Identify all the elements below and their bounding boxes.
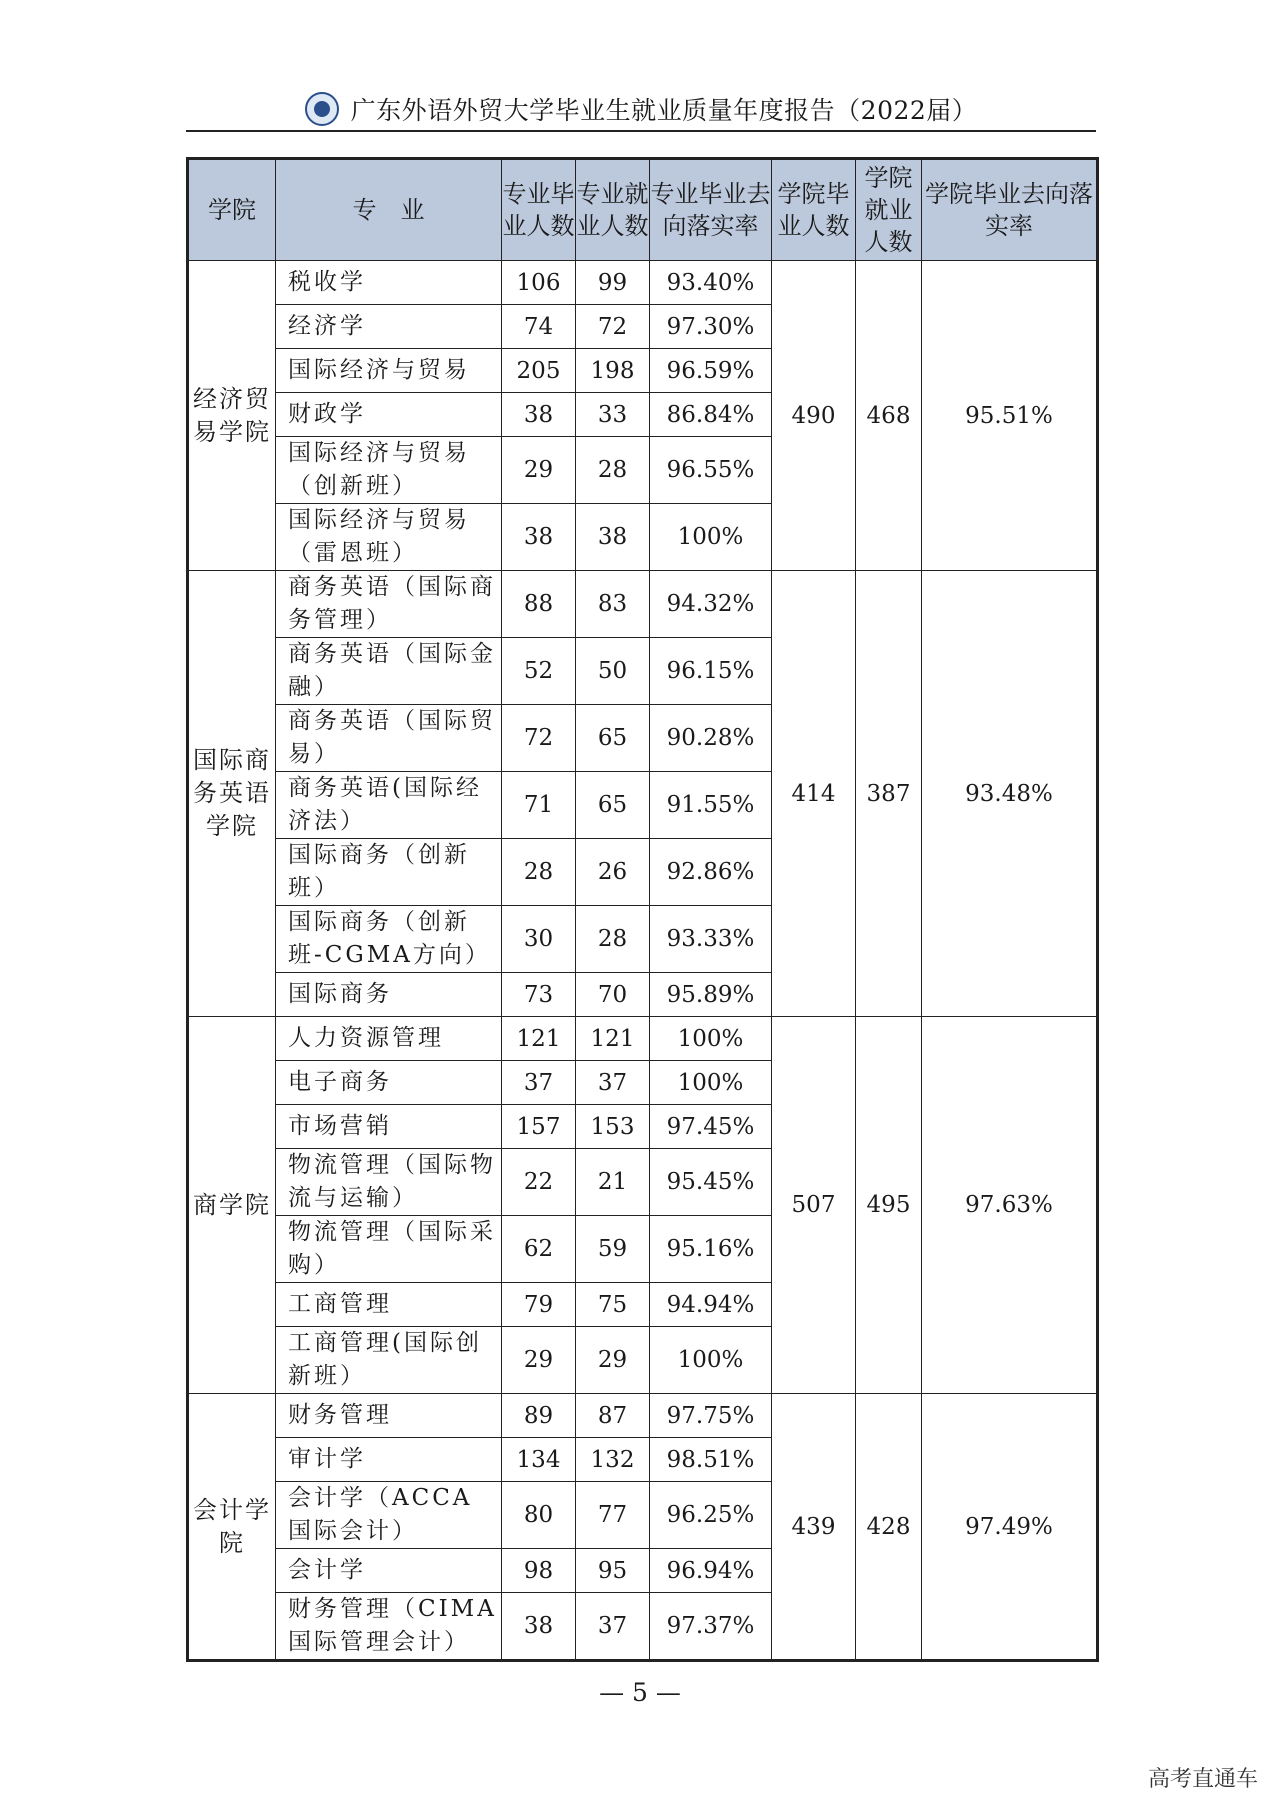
major-grads-cell: 62 [502, 1216, 576, 1283]
major-employed-cell: 50 [576, 638, 650, 705]
major-cell: 审计学 [276, 1438, 502, 1482]
major-rate-cell: 96.59% [650, 349, 772, 393]
college-rate-cell: 93.48% [922, 571, 1098, 1017]
major-rate-cell: 100% [650, 1327, 772, 1394]
col-header-major-grads: 专业毕业人数 [502, 159, 576, 261]
college-rate-cell: 97.63% [922, 1017, 1098, 1394]
table-row [188, 571, 1098, 638]
college-grads-cell: 439 [772, 1394, 856, 1661]
major-grads-cell: 30 [502, 906, 576, 973]
college-employed-cell: 468 [856, 261, 922, 571]
major-rate-cell: 96.25% [650, 1482, 772, 1549]
major-cell: 国际商务 [276, 973, 502, 1017]
major-cell: 财务管理 [276, 1394, 502, 1438]
page-number: — 5 — [599, 1678, 681, 1707]
major-employed-cell: 29 [576, 1327, 650, 1394]
watermark: 高考直通车 [1147, 1767, 1258, 1792]
major-grads-cell: 134 [502, 1438, 576, 1482]
college-rate-cell: 97.49% [922, 1394, 1098, 1661]
major-cell: 人力资源管理 [276, 1017, 502, 1061]
major-employed-cell: 121 [576, 1017, 650, 1061]
major-grads-cell: 22 [502, 1149, 576, 1216]
college-name: 经济贸易学院 [193, 384, 271, 446]
major-cell: 税收学 [276, 261, 502, 305]
major-cell: 市场营销 [276, 1105, 502, 1149]
college-grads-cell: 507 [772, 1017, 856, 1394]
major-grads-cell: 157 [502, 1105, 576, 1149]
major-grads-cell: 28 [502, 839, 576, 906]
major-cell: 电子商务 [276, 1061, 502, 1105]
major-employed-cell: 87 [576, 1394, 650, 1438]
college-grads-cell: 414 [772, 571, 856, 1017]
major-rate-cell: 97.45% [650, 1105, 772, 1149]
major-rate-cell: 95.45% [650, 1149, 772, 1216]
table-row [188, 261, 1098, 305]
major-grads-cell: 98 [502, 1549, 576, 1593]
major-employed-cell: 70 [576, 973, 650, 1017]
major-rate-cell: 96.15% [650, 638, 772, 705]
major-employed-cell: 65 [576, 705, 650, 772]
major-cell: 国际商务（创新班-CGMA方向） [276, 906, 502, 973]
major-employed-cell: 21 [576, 1149, 650, 1216]
major-grads-cell: 38 [502, 1593, 576, 1661]
college-name-cell [188, 1017, 276, 1394]
col-header-major-rate: 专业毕业去向落实率 [650, 159, 772, 261]
major-grads-cell: 72 [502, 705, 576, 772]
major-grads-cell: 121 [502, 1017, 576, 1061]
major-rate-cell: 100% [650, 1061, 772, 1105]
major-cell: 商务英语（国际贸易） [276, 705, 502, 772]
major-rate-cell: 95.16% [650, 1216, 772, 1283]
major-cell: 会计学 [276, 1549, 502, 1593]
major-grads-cell: 38 [502, 393, 576, 437]
major-cell: 国际经济与贸易 [276, 349, 502, 393]
major-cell: 商务英语（国际商务管理） [276, 571, 502, 638]
report-title: 广东外语外贸大学毕业生就业质量年度报告（2022届） [350, 96, 978, 125]
major-employed-cell: 38 [576, 504, 650, 571]
major-employed-cell: 132 [576, 1438, 650, 1482]
major-employed-cell: 28 [576, 437, 650, 504]
major-rate-cell: 97.30% [650, 305, 772, 349]
major-employed-cell: 59 [576, 1216, 650, 1283]
major-grads-cell: 88 [502, 571, 576, 638]
college-grads-cell: 490 [772, 261, 856, 571]
col-header-college: 学院 [188, 159, 276, 261]
major-employed-cell: 198 [576, 349, 650, 393]
major-cell: 工商管理(国际创新班） [276, 1327, 502, 1394]
major-rate-cell: 97.37% [650, 1593, 772, 1661]
major-employed-cell: 28 [576, 906, 650, 973]
major-grads-cell: 80 [502, 1482, 576, 1549]
major-rate-cell: 96.94% [650, 1549, 772, 1593]
major-rate-cell: 92.86% [650, 839, 772, 906]
major-rate-cell: 97.75% [650, 1394, 772, 1438]
major-cell: 国际经济与贸易（创新班） [276, 437, 502, 504]
major-employed-cell: 75 [576, 1283, 650, 1327]
college-name: 会计学院 [193, 1495, 271, 1557]
major-grads-cell: 29 [502, 437, 576, 504]
major-rate-cell: 90.28% [650, 705, 772, 772]
major-cell: 国际经济与贸易（雷恩班） [276, 504, 502, 571]
college-name-cell [188, 571, 276, 1017]
major-cell: 工商管理 [276, 1283, 502, 1327]
major-grads-cell: 89 [502, 1394, 576, 1438]
major-grads-cell: 79 [502, 1283, 576, 1327]
employment-table [186, 157, 1099, 1662]
major-rate-cell: 98.51% [650, 1438, 772, 1482]
major-rate-cell: 94.32% [650, 571, 772, 638]
college-name-cell [188, 261, 276, 571]
col-header-major-employed: 专业就业人数 [576, 159, 650, 261]
major-cell: 国际商务（创新班） [276, 839, 502, 906]
college-name: 商学院 [193, 1190, 271, 1219]
major-employed-cell: 99 [576, 261, 650, 305]
page-header [186, 88, 1096, 132]
major-rate-cell: 95.89% [650, 973, 772, 1017]
major-employed-cell: 77 [576, 1482, 650, 1549]
col-header-college-rate: 学院毕业去向落实率 [922, 159, 1098, 261]
col-header-major: 专 业 [276, 159, 502, 261]
major-rate-cell: 100% [650, 1017, 772, 1061]
major-employed-cell: 95 [576, 1549, 650, 1593]
table-header-row [188, 159, 1098, 261]
major-rate-cell: 93.33% [650, 906, 772, 973]
major-grads-cell: 74 [502, 305, 576, 349]
major-employed-cell: 33 [576, 393, 650, 437]
major-cell: 商务英语(国际经济法） [276, 772, 502, 839]
college-rate-cell: 95.51% [922, 261, 1098, 571]
major-grads-cell: 29 [502, 1327, 576, 1394]
major-rate-cell: 91.55% [650, 772, 772, 839]
major-rate-cell: 86.84% [650, 393, 772, 437]
major-employed-cell: 26 [576, 839, 650, 906]
major-rate-cell: 100% [650, 504, 772, 571]
major-grads-cell: 106 [502, 261, 576, 305]
college-name: 国际商务英语学院 [193, 746, 271, 840]
col-header-college-employed: 学院就业人数 [856, 159, 922, 261]
major-rate-cell: 93.40% [650, 261, 772, 305]
major-grads-cell: 37 [502, 1061, 576, 1105]
college-employed-cell: 495 [856, 1017, 922, 1394]
major-cell: 财务管理（CIMA 国际管理会计） [276, 1593, 502, 1661]
major-cell: 物流管理（国际采购） [276, 1216, 502, 1283]
col-header-college-grads: 学院毕业人数 [772, 159, 856, 261]
university-seal-icon [305, 92, 339, 126]
major-cell: 会计学（ACCA 国际会计） [276, 1482, 502, 1549]
major-employed-cell: 153 [576, 1105, 650, 1149]
major-employed-cell: 37 [576, 1593, 650, 1661]
major-employed-cell: 65 [576, 772, 650, 839]
major-cell: 财政学 [276, 393, 502, 437]
major-rate-cell: 96.55% [650, 437, 772, 504]
major-cell: 商务英语（国际金融） [276, 638, 502, 705]
table-row [188, 1394, 1098, 1438]
college-name-cell [188, 1394, 276, 1661]
major-grads-cell: 52 [502, 638, 576, 705]
major-employed-cell: 72 [576, 305, 650, 349]
college-employed-cell: 428 [856, 1394, 922, 1661]
table-row [188, 1017, 1098, 1061]
major-rate-cell: 94.94% [650, 1283, 772, 1327]
major-grads-cell: 73 [502, 973, 576, 1017]
college-employed-cell: 387 [856, 571, 922, 1017]
major-employed-cell: 37 [576, 1061, 650, 1105]
major-grads-cell: 71 [502, 772, 576, 839]
table-body [188, 261, 1098, 1661]
major-cell: 经济学 [276, 305, 502, 349]
major-cell: 物流管理（国际物流与运输） [276, 1149, 502, 1216]
major-grads-cell: 38 [502, 504, 576, 571]
major-employed-cell: 83 [576, 571, 650, 638]
major-grads-cell: 205 [502, 349, 576, 393]
